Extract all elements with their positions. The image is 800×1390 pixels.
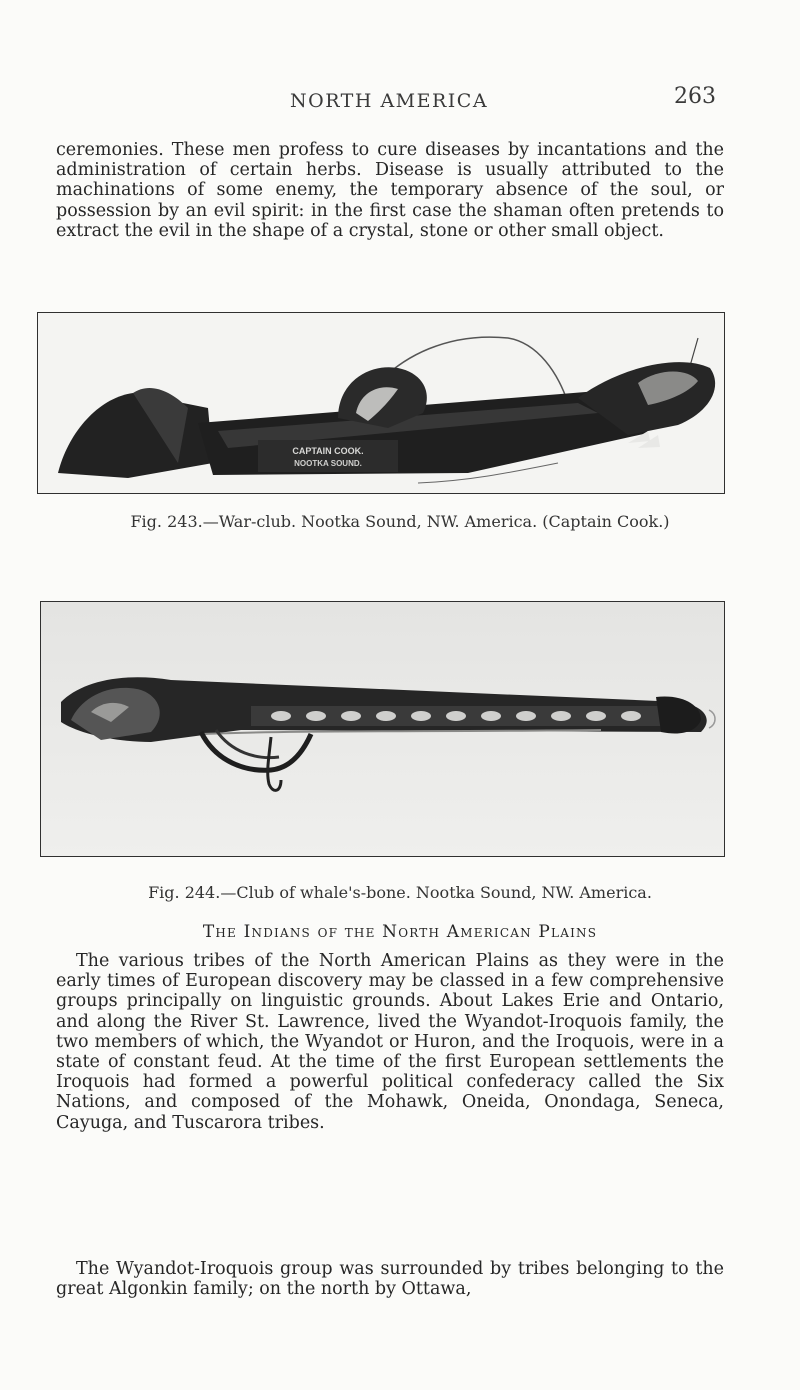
- figure-label-243: Fig. 243.: [130, 512, 203, 531]
- inscription-line-2: NOOTKA SOUND.: [294, 459, 362, 468]
- paragraph-plains-tribes: The various tribes of the North American Plains as they were in the early times of European discovery may be classed in a few comprehensive groups principally on linguistic grounds. About Lakes Erie and Ontario, and along the River St. Lawrence, lived the Wyandot-Iroquois family, the two members of which, the Wyandot or Huron, and the Iroquois, were in a state of constant feud. At the time of the first European settlements the Iroquois had formed a powerful political confederacy called the Six Nations, and composed of the Mohawk, Oneida, Onondaga, Seneca, Cayuga, and Tuscarora tribes.: [56, 951, 724, 1133]
- section-heading: The Indians of the North American Plains: [202, 922, 598, 942]
- running-head: [0, 84, 800, 120]
- inscription-line-1: CAPTAIN COOK.: [292, 446, 364, 456]
- figure-caption-text-243: —War-club. Nootka Sound, NW. America. (Captain Cook.): [202, 512, 670, 531]
- paragraph-wyandot-iroquois: The Wyandot-Iroquois group was surrounded by tribes belonging to the great Algonkin family; on the north by Ottawa,: [56, 1259, 724, 1300]
- whale-bone-club-illustration: [41, 602, 724, 856]
- figure-war-club: [37, 312, 725, 494]
- figure-caption-243: [0, 512, 800, 531]
- war-club-illustration: [38, 313, 724, 493]
- page-number: 263: [674, 84, 716, 109]
- paragraph-ceremonies: ceremonies. These men profess to cure diseases by incantations and the administration of certain herbs. Disease is usually attributed to the machinations of some enemy, the temporary absence of the soul, or possession by an evil spirit: in the first case the shaman often pretends to extract the evil in the shape of a crystal, stone or other small object.: [56, 140, 724, 241]
- running-title: NORTH AMERICA: [290, 90, 489, 112]
- figure-caption-244: [0, 883, 800, 902]
- figure-whale-bone-club: [40, 601, 725, 857]
- figure-caption-text-244: —Club of whale's-bone. Nootka Sound, NW. America.: [220, 883, 652, 902]
- figure-label-244: Fig. 244.: [148, 883, 221, 902]
